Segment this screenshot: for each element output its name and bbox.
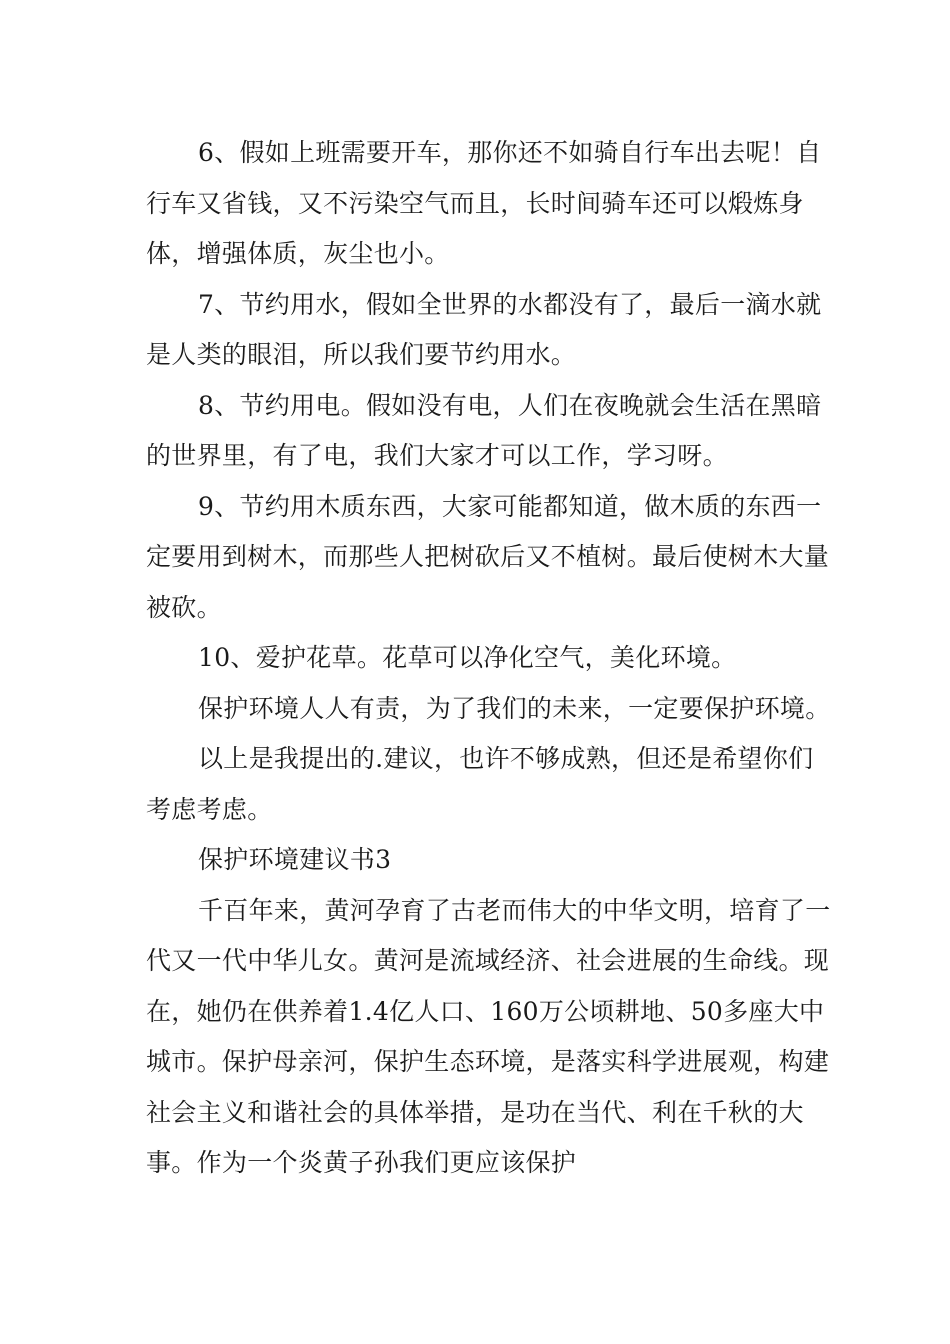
line: 6、假如上班需要开车，那你还不如骑自行车出去呢！ bbox=[198, 138, 797, 167]
line: 9、节约用木质东西，大家可能都知道，做木质的东西 bbox=[198, 491, 797, 521]
line: 保护环境人人有责，为了我们的未来，一定要保护环 bbox=[198, 693, 780, 723]
line: 们考虑考虑。 bbox=[146, 744, 814, 824]
document-body bbox=[146, 128, 836, 1189]
paragraph-yellow-river bbox=[146, 886, 836, 1189]
line: 代、利在千秋的大事。作为一个炎黄子孙我们更应该保护 bbox=[146, 1097, 804, 1177]
paragraph-10 bbox=[146, 633, 836, 684]
paragraph-7 bbox=[146, 280, 836, 381]
paragraph-responsibility bbox=[146, 684, 836, 735]
line: 自行车又省钱，又不污染空气而且，长时间骑车还可以煅 bbox=[146, 138, 822, 218]
line: 学进展观，构建社会主义和谐社会的具体举措，是功在当 bbox=[146, 1047, 830, 1127]
line: 境。 bbox=[779, 693, 831, 723]
line: 50多座大中城市。保护母亲河，保护生态环境，是落实科 bbox=[146, 996, 825, 1076]
line: 了一代又一代中华儿女。黄河是流域经济、社会进展的生 bbox=[146, 895, 831, 975]
line: 命线。现在，她仍在供养着1.4亿人口、160万公顷耕地、 bbox=[146, 946, 830, 1026]
line: 千百年来，黄河孕育了古老而伟大的中华文明，培育 bbox=[198, 895, 780, 925]
paragraph-conclusion bbox=[146, 734, 836, 835]
paragraph-6 bbox=[146, 128, 836, 280]
line: 炼身体，增强体质，灰尘也小。 bbox=[146, 188, 804, 268]
line: 8、节约用电。假如没有电，人们在夜晚就会生活在黑 bbox=[198, 390, 797, 420]
paragraph-8 bbox=[146, 381, 836, 482]
line: 10、爱护花草。花草可以净化空气，美化环境。 bbox=[198, 643, 737, 672]
line: 以上是我提出的.建议，也许不够成熟，但还是希望你 bbox=[198, 744, 789, 773]
heading-text: 保护环境建议书3 bbox=[198, 845, 392, 874]
line: 7、节约用水，假如全世界的水都没有了，最后一滴水 bbox=[198, 289, 797, 319]
line: 一定要用到树木，而那些人把树砍后又不植树。最后使树 bbox=[146, 491, 822, 571]
line: 暗的世界里，有了电，我们大家才可以工作，学习呀。 bbox=[146, 390, 822, 470]
section-heading bbox=[146, 835, 836, 886]
line: 就是人类的眼泪，所以我们要节约用水。 bbox=[146, 289, 822, 369]
line: 木大量被砍。 bbox=[146, 542, 830, 622]
paragraph-9 bbox=[146, 482, 836, 634]
